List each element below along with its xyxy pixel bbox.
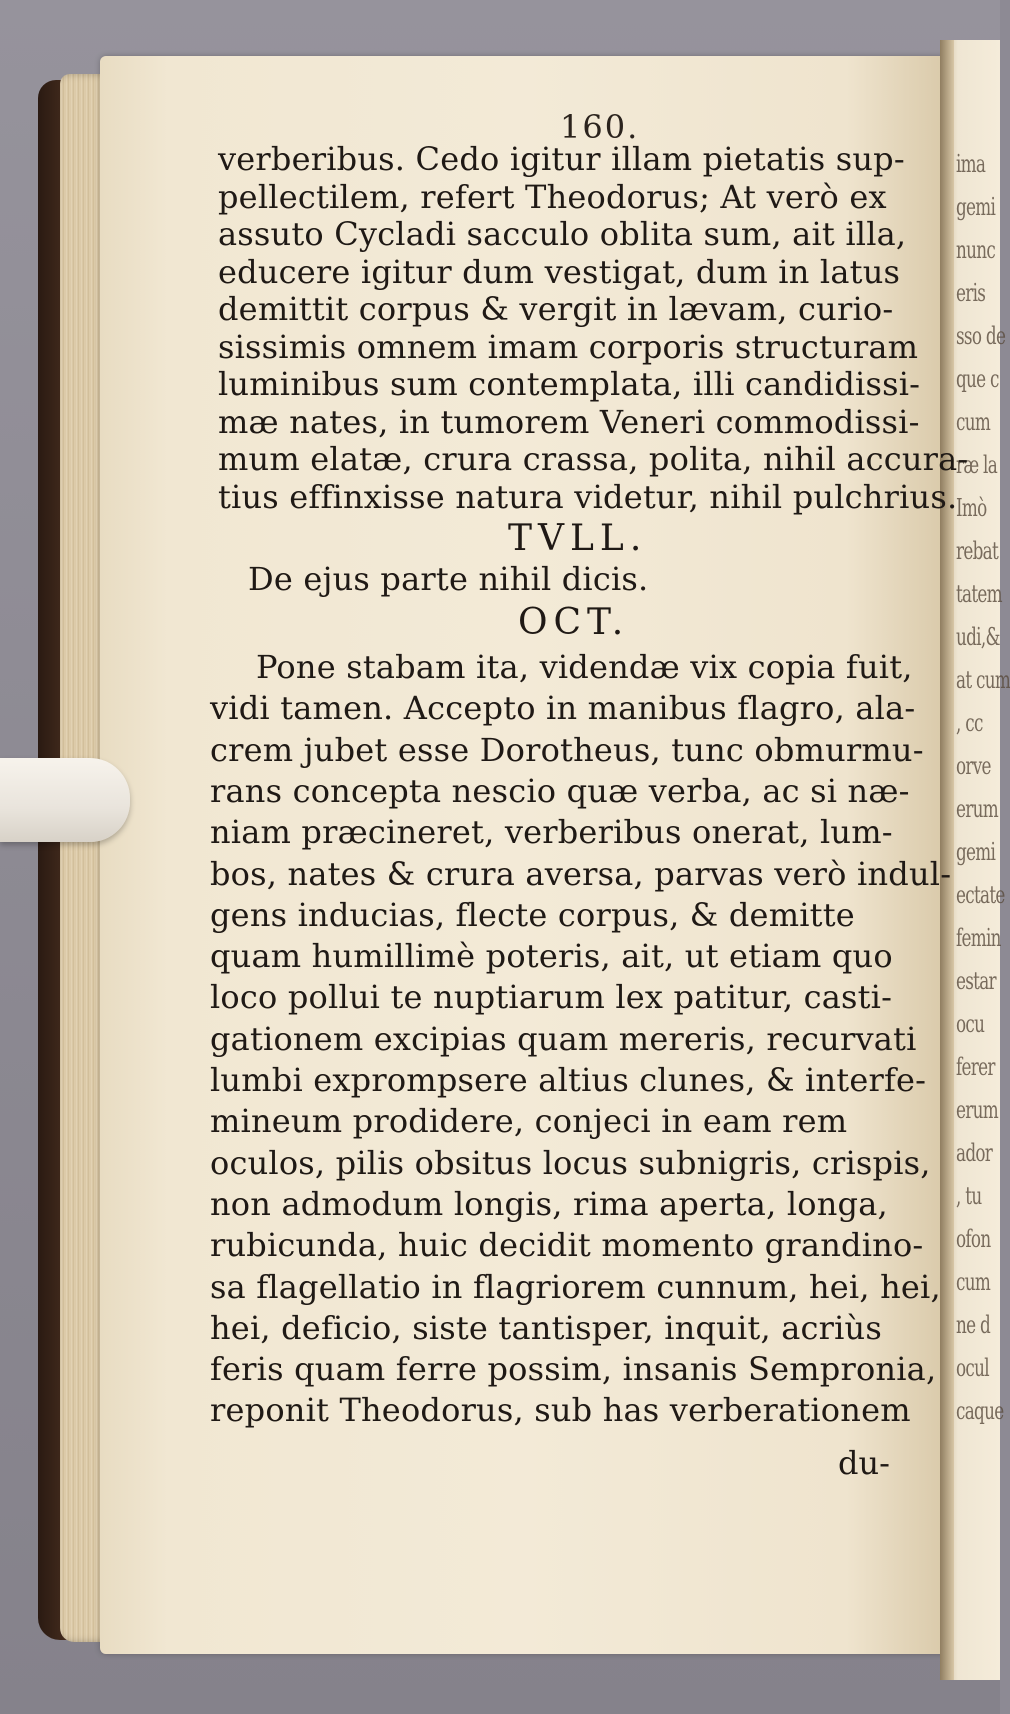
facing-page-fragment: ima	[956, 150, 986, 178]
text-line: non admodum longis, rima aperta, longa,	[210, 1184, 888, 1223]
facing-page-fragment: ofon	[956, 1225, 991, 1253]
text-line: gens inducias, flecte corpus, & demitte	[210, 895, 855, 934]
text-line: loco pollui te nuptiarum lex patitur, casti-	[210, 978, 893, 1017]
text-line: sa flagellatio in flagriorem cunnum, hei, hei,	[210, 1267, 941, 1306]
page-tab-marker	[0, 758, 130, 842]
facing-page-fragment: udi,&	[956, 623, 1000, 651]
facing-page-fragment: erum	[956, 1096, 998, 1124]
text-line: assuto Cycladi sacculo oblita sum, ait illa,	[218, 215, 907, 253]
text-line: reponit Theodorus, sub has verberationem	[210, 1391, 911, 1430]
facing-page-fragment: femin	[956, 924, 1001, 952]
facing-page-fragment: , tu	[956, 1182, 982, 1210]
facing-page-fragment: gemi	[956, 193, 996, 221]
text-line: lumbi exprompsere altius clunes, & interfe-	[210, 1061, 927, 1099]
speaker-heading-tull: TVLL.	[508, 518, 648, 559]
facing-page-fragment: Imò	[956, 494, 987, 522]
text-line: sissimis omnem imam corporis structuram	[218, 327, 919, 366]
facing-page-fragment: at cum	[956, 666, 1010, 694]
text-line: pellectilem, refert Theodorus; At verò ex	[218, 177, 887, 216]
text-line-tull: De ejus parte nihil dicis.	[248, 560, 649, 598]
facing-page-fragment: estar	[956, 967, 996, 995]
text-line: niam præcineret, verberibus onerat, lum-	[210, 813, 893, 852]
facing-page-fragment: rebat	[956, 537, 998, 565]
facing-page-fragment: cum	[956, 408, 991, 436]
page-number: 160.	[560, 108, 640, 146]
facing-page-fragment: ocul	[956, 1354, 989, 1382]
facing-page-fragment: sso de	[956, 322, 1006, 350]
catchword: du-	[838, 1444, 890, 1482]
text-line: mæ nates, in tumorem Veneri commodissi-	[218, 402, 920, 441]
facing-page-fragment: ocu	[956, 1010, 985, 1038]
facing-page-fragment: , cc	[956, 709, 983, 737]
text-line: mum elatæ, crura crassa, polita, nihil accura-	[218, 440, 969, 478]
text-line: quam humillimè poteris, ait, ut etiam quo	[210, 937, 893, 976]
text-line: bos, nates & crura aversa, parvas verò indul-	[210, 854, 952, 893]
facing-page-fragment: gemi	[956, 838, 996, 866]
text-line: mineum prodidere, conjeci in eam rem	[210, 1102, 848, 1141]
text-line: verberibus. Cedo igitur illam pietatis sup-	[218, 140, 905, 178]
text-line: hei, deficio, siste tantisper, inquit, acriùs	[210, 1308, 882, 1347]
text-line: crem jubet esse Dorotheus, tunc obmurmu-	[210, 730, 924, 769]
text-line: tius effinxisse natura videtur, nihil pulchrius.	[218, 477, 958, 516]
text-line: rans concepta nescio quæ verba, ac si næ-	[210, 771, 910, 810]
facing-page-fragment: ferer	[956, 1053, 995, 1081]
facing-page-fragment: que c	[956, 365, 999, 393]
facing-page-fragment: nunc	[956, 236, 996, 264]
text-line: educere igitur dum vestigat, dum in latus	[218, 252, 901, 291]
text-line: feris quam ferre possim, insanis Sempronia,	[210, 1350, 937, 1389]
text-line: luminibus sum contemplata, illi candidissi-	[218, 365, 921, 403]
text-line: Pone stabam ita, videndæ vix copia fuit,	[256, 648, 913, 686]
facing-page-fragment: ador	[956, 1139, 993, 1167]
text-line: oculos, pilis obsitus locus subnigris, crispis,	[210, 1143, 931, 1182]
facing-page-fragment: erum	[956, 795, 998, 823]
facing-page-fragment: tatem	[956, 580, 1002, 608]
facing-page-fragment: eris	[956, 279, 986, 307]
facing-page-fragment: caque	[956, 1397, 1004, 1425]
facing-page-fragment: ne d	[956, 1311, 991, 1339]
text-line: gationem excipias quam mereris, recurvati	[210, 1019, 917, 1058]
facing-page-fragment: cum	[956, 1268, 991, 1296]
facing-page-fragment: ectate	[956, 881, 1005, 909]
text-line: rubicunda, huic decidit momento grandino-	[210, 1226, 924, 1265]
speaker-heading-oct: OCT.	[518, 602, 630, 643]
facing-page-fragment: orve	[956, 752, 991, 780]
text-line: vidi tamen. Accepto in manibus flagro, ala-	[210, 689, 916, 728]
facing-page-fragment: ræ la	[956, 451, 998, 479]
text-line: demittit corpus & vergit in lævam, curio-	[218, 290, 894, 328]
